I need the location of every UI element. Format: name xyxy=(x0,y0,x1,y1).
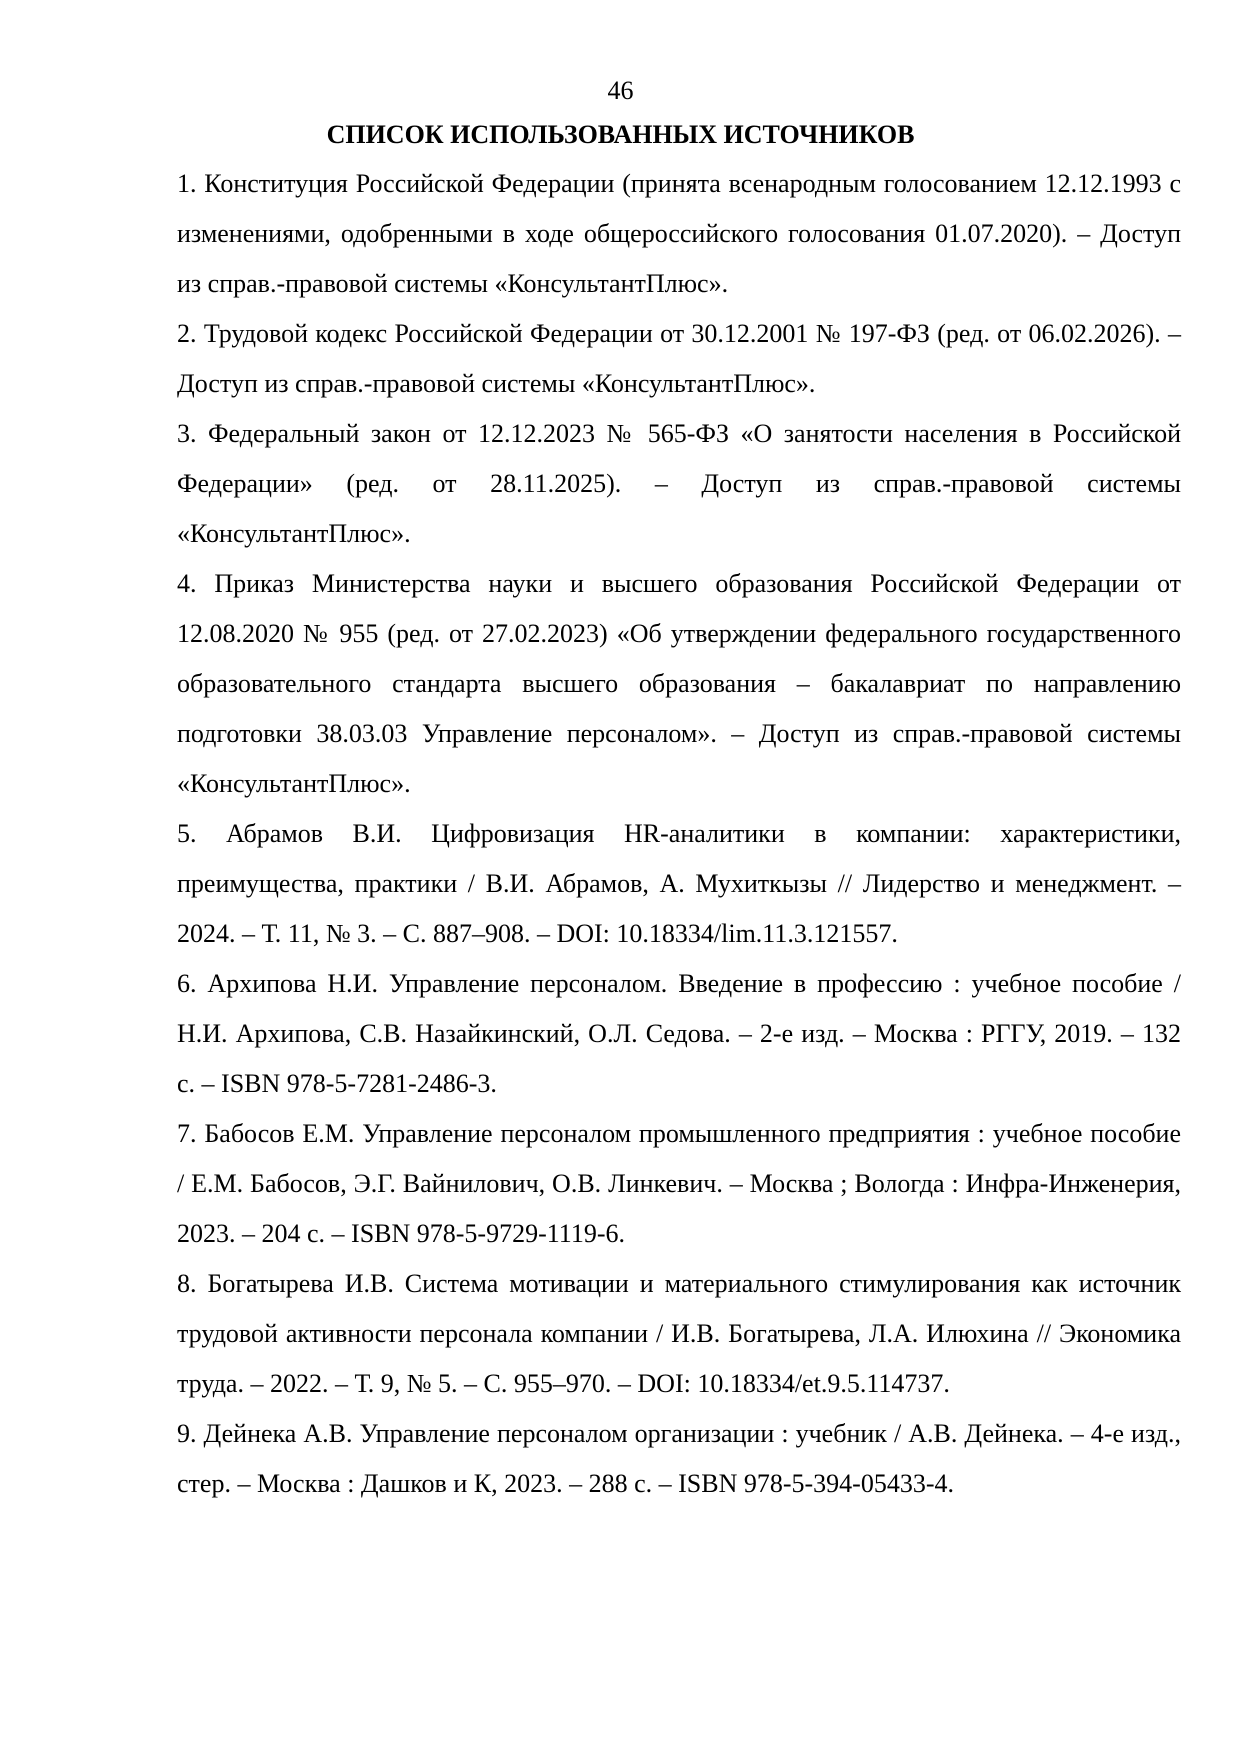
reference-item-2: 2. Трудовой кодекс Российской Федерации от 30.12.2001 № 197-ФЗ (ред. от 06.02.2026). – Доступ из справ.-правовой системы «КонсультантПлюс». xyxy=(177,319,1181,398)
reference-item-3: 3. Федеральный закон от 12.12.2023 № 565-ФЗ «О занятости населения в Российской Федерации» (ред. от 28.11.2025). – Доступ из справ.-правовой системы «КонсультантПлюс». xyxy=(177,419,1181,548)
page-number: 46 xyxy=(607,76,634,105)
reference-item-1: 1. Конституция Российской Федерации (принята всенародным голосованием 12.12.1993 с изменениями, одобренными в ходе общероссийского голосования 01.07.2020). – Доступ из справ.-правовой системы «КонсультантПлюс». xyxy=(177,169,1181,298)
reference-item-5: 5. Абрамов В.И. Цифровизация HR-аналитики в компании: характеристики, преимущества, практики / В.И. Абрамов, А. Мухиткызы // Лидерство и менеджмент. – 2024. – Т. 11, № 3. – С. 887–908. – DOI: 10.18334/lim.11.3.121557. xyxy=(177,819,1181,948)
reference-item-6: 6. Архипова Н.И. Управление персоналом. Введение в профессию : учебное пособие / Н.И. Архипова, С.В. Назайкинский, О.Л. Седова. – 2-е изд. – Москва : РГГУ, 2019. – 132 с. – ISBN 978-5-7281-2486-3. xyxy=(177,969,1181,1098)
reference-item-4: 4. Приказ Министерства науки и высшего образования Российской Федерации от 12.08.2020 № 955 (ред. от 27.02.2023) «Об утверждении федерального государственного образовательного стандарта высшего образования – бакалавриат по направлению подготовки 38.03.03 Управление персоналом». – Доступ из справ.-правовой системы «КонсультантПлюс». xyxy=(177,569,1181,798)
reference-list xyxy=(177,159,1181,1509)
reference-item-8: 8. Богатырева И.В. Система мотивации и материального стимулирования как источник трудовой активности персонала компании / И.В. Богатырева, Л.А. Илюхина // Экономика труда. – 2022. – Т. 9, № 5. – С. 955–970. – DOI: 10.18334/et.9.5.114737. xyxy=(177,1269,1181,1398)
reference-item-7: 7. Бабосов Е.М. Управление персоналом промышленного предприятия : учебное пособие / Е.М. Бабосов, Э.Г. Вайнилович, О.В. Линкевич. – Москва ; Вологда : Инфра-Инженерия, 2023. – 204 с. – ISBN 978-5-9729-1119-6. xyxy=(177,1119,1181,1248)
reference-item-9: 9. Дейнека А.В. Управление персоналом организации : учебник / А.В. Дейнека. – 4-е изд., стер. – Москва : Дашков и К, 2023. – 288 с. – ISBN 978-5-394-05433-4. xyxy=(177,1419,1181,1498)
page-title: СПИСОК ИСПОЛЬЗОВАННЫХ ИСТОЧНИКОВ xyxy=(326,120,915,149)
